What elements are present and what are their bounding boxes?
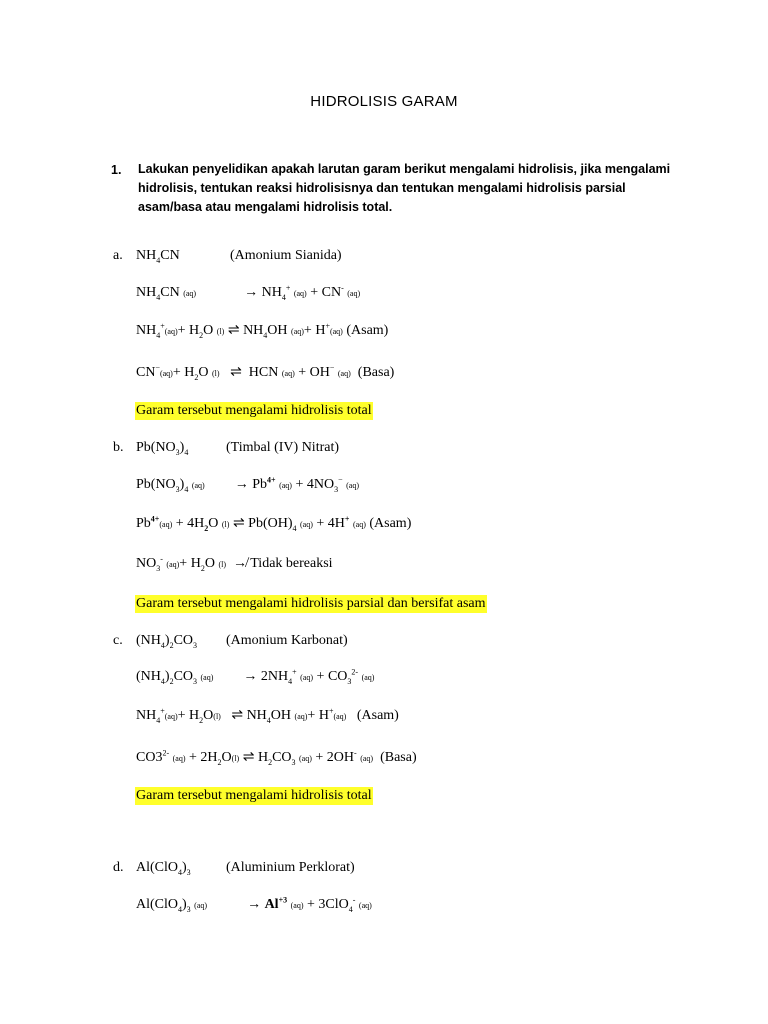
item-a-acid-tag: (Asam)	[346, 323, 389, 338]
item-b-anion-hydrolysis: $NO_3^-$ $(aq)+ H_2O$ (l) ↛ Tidak bereaksi	[136, 554, 333, 573]
item-a-dissociation: $NH_4CN$ $(aq) \to NH_4^+$ (aq) + CN- (aq)	[136, 283, 361, 302]
item-c-base-tag: (Basa)	[380, 750, 417, 765]
item-d-label: d.	[113, 860, 124, 875]
item-c-conclusion: Garam tersebut mengalami hidrolisis total	[136, 788, 372, 803]
item-d-dissociation: $Al(ClO_4)_3$ $(aq) \to Al^{+3}$ (aq) + 3ClO$_4$- (aq)	[136, 895, 372, 914]
item-a-cation-hydrolysis: $NH_4^+(aq)+ H_2O$ (l) ⇌ $NH_4OH$ (aq)+ H+(aq) (Asam)	[136, 321, 389, 340]
item-b-label: b.	[113, 440, 124, 455]
question-number: 1.	[111, 163, 122, 177]
item-d-name: (Aluminium Perklorat)	[226, 860, 355, 875]
item-b-conclusion: Garam tersebut mengalami hidrolisis parsial dan bersifat asam	[136, 596, 486, 611]
item-c-cation-hydrolysis: $NH_4^+(aq)+ H_2O(l)$ ⇌ $NH_4OH$ (aq)+ H+(aq) (Asam)	[136, 706, 399, 725]
item-b-name: (Timbal (IV) Nitrat)	[226, 440, 340, 455]
item-c-anion-hydrolysis: $CO3^{2-}$ $(aq) + 2H_2O(l)$ ⇌ $H_2CO_3$ (aq) + 2OH- (aq) (Basa)	[136, 748, 417, 767]
document-title: HIDROLISIS GARAM	[310, 93, 458, 110]
item-b-acid-tag: (Asam)	[369, 516, 412, 531]
item-c-name: (Amonium Karbonat)	[226, 633, 348, 648]
item-a-formula: $NH_4CN$	[136, 248, 180, 265]
item-a-anion-hydrolysis: $CN^-(aq)+ H_2O$ (l) ⇌ HCN (aq) + OH− (aq) (Basa)	[136, 363, 395, 382]
item-a-label: a.	[113, 248, 123, 263]
item-d-formula: $Al(ClO_4)_3$	[136, 860, 191, 877]
item-c-acid-tag: (Asam)	[356, 708, 399, 723]
item-b-formula: $Pb(NO_3)_4$	[136, 440, 189, 457]
item-c-label: c.	[113, 633, 123, 648]
item-a-base-tag: (Basa)	[357, 365, 395, 380]
item-b-no-reaction: Tidak bereaksi	[250, 556, 333, 571]
item-a-conclusion: Garam tersebut mengalami hidrolisis total	[136, 403, 372, 418]
item-b-dissociation: $Pb(NO_3)_4$ $(aq) \to Pb^{4+}$ $(aq) + 4NO_3^-$ (aq)	[136, 475, 360, 494]
item-c-formula: $(NH_4)_2CO_3$	[136, 633, 198, 650]
item-c-dissociation: $(NH_4)_2CO_3$ $(aq) \to 2NH_4^+$ $(aq) + CO_3^{2-}$ (aq)	[136, 667, 375, 686]
question-text: Lakukan penyelidikan apakah larutan garam berikut mengalami hidrolisis, jika mengalami hidrolisis, tentukan reaksi hidrolisisnya dan tentukan mengalami hidrolisis parsial asam/basa atau mengalami hidrolisis total.	[138, 162, 671, 214]
item-a-name: (Amonium Sianida)	[230, 248, 342, 263]
item-b-cation-hydrolysis: $Pb^{4+}(aq) + 4H_2O$ (l) ⇌ $Pb(OH)_4$ (aq) + 4H+ (aq) (Asam)	[136, 514, 412, 533]
